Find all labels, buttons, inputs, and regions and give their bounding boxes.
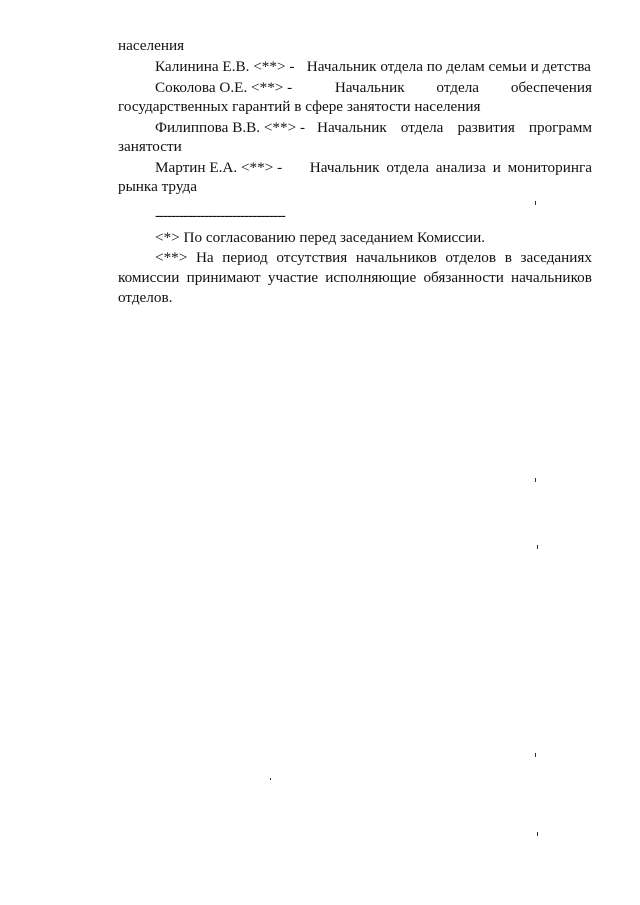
member-role-continuation: рынка труда [118,178,197,195]
footnote-word: участие [267,269,319,286]
member-name: Филиппова В.В. <**> - [155,119,306,136]
continuation-text: населения [118,37,185,54]
footnote-word: в [504,249,512,266]
member-role: Начальник отдела по делам семьи и детства [306,58,591,75]
role-word: и [492,159,501,176]
footnote [155,248,592,267]
role-word: Начальник [334,79,405,96]
text-line [118,36,184,55]
role-word: отдела [436,79,480,96]
role-word: развития [457,119,515,136]
member-role-continuation: государственных гарантий в сфере занятости населения [118,98,481,115]
text-line [118,97,481,116]
footnote-word: отделов [445,249,497,266]
role-word: отдела [400,119,444,136]
role-word: отдела [386,159,429,176]
footnote-word: комиссии [118,269,180,286]
role-word: мониторинга [507,159,592,176]
footnote-word: На [195,249,214,266]
footnote-separator [155,206,285,225]
member-entry [155,158,592,177]
footnote [155,228,485,247]
separator-text: -------------------------------- [155,207,285,224]
scan-speck [270,778,271,780]
member-name: Соколова О.Е. <**> - [155,79,293,96]
footnote-text: отделов. [118,289,173,306]
footnote-continuation [118,268,592,287]
member-entry [155,57,591,76]
footnote-word: <**> [155,249,188,266]
footnote-word: начальников [511,269,592,286]
role-word: анализа [435,159,486,176]
footnote-word: принимают [186,269,261,286]
scan-speck [535,478,536,482]
member-entry [155,118,592,137]
role-word: Начальник [317,119,387,136]
role-word: программ [528,119,592,136]
footnote-word: начальников [355,249,437,266]
role-word: обеспечения [510,79,592,96]
scan-speck [537,832,538,836]
scan-speck [537,545,538,549]
member-role-continuation: занятости [118,138,182,155]
scan-speck [535,201,536,205]
scan-speck [535,753,536,757]
footnote-word: обязанности [423,269,504,286]
footnote-word: заседаниях [520,249,592,266]
role-word: Начальник [309,159,380,176]
member-name: Мартин Е.А. <**> - [155,159,283,176]
footnote-text: <*> По согласованию перед заседанием Комиссии. [155,229,485,246]
footnote-word: исполняющие [325,269,417,286]
member-entry [155,78,592,97]
member-name: Калинина Е.В. <**> - [155,58,295,75]
footnote-word: отсутствия [276,249,348,266]
text-line [118,137,182,156]
text-line [118,177,197,196]
text-line [118,288,172,307]
footnote-word: период [222,249,268,266]
